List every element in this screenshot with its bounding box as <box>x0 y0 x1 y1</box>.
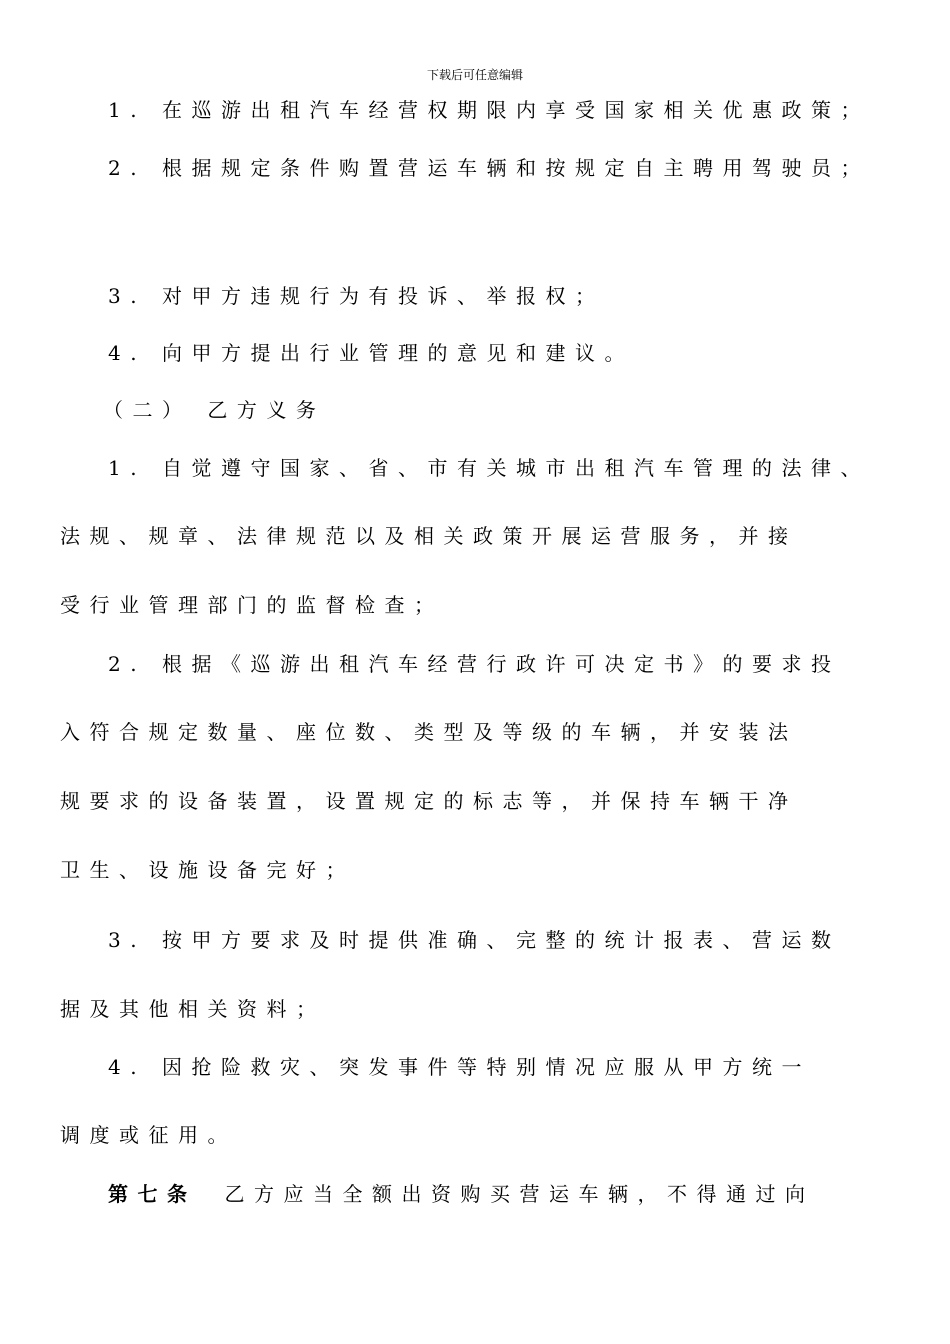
text-line: 2. 根据规定条件购置营运车辆和按规定自主聘用驾驶员； <box>108 156 870 180</box>
text-line: 1. 自觉遵守国家、省、市有关城市出租汽车管理的法律、 <box>108 456 870 480</box>
page-header: 下载后可任意编辑 <box>426 68 523 82</box>
text-line: 2. 根据《巡游出租汽车经营行政许可决定书》的要求投 <box>108 652 841 676</box>
text-line: 卫生、设施设备完好； <box>60 858 355 882</box>
text-line: 法规、规章、法律规范以及相关政策开展运营服务，并接 <box>60 524 798 548</box>
text-line: 调度或征用。 <box>60 1123 237 1147</box>
text-line: 受行业管理部门的监督检查； <box>60 593 444 617</box>
text-line: 3. 按甲方要求及时提供准确、完整的统计报表、营运数 <box>108 928 841 952</box>
text-line: 4. 因抢险救灾、突发事件等特别情况应服从甲方统一 <box>108 1055 811 1079</box>
text-line: 3. 对甲方违规行为有投诉、举报权； <box>108 284 605 308</box>
article-line <box>108 1182 815 1206</box>
text-line: 规要求的设备装置，设置规定的标志等，并保持车辆干净 <box>60 789 798 813</box>
text-line: 入符合规定数量、座位数、类型及等级的车辆，并安装法 <box>60 720 798 744</box>
text-line: 1. 在巡游出租汽车经营权期限内享受国家相关优惠政策； <box>108 98 870 122</box>
text-line: 4. 向甲方提出行业管理的意见和建议。 <box>108 341 634 365</box>
article-label: 第七条 <box>108 1182 197 1206</box>
article-text: 乙方应当全额出资购买营运车辆，不得通过向 <box>224 1182 815 1206</box>
text-line: 据及其他相关资料； <box>60 997 326 1021</box>
section-heading: （二） 乙方义务 <box>103 398 326 422</box>
